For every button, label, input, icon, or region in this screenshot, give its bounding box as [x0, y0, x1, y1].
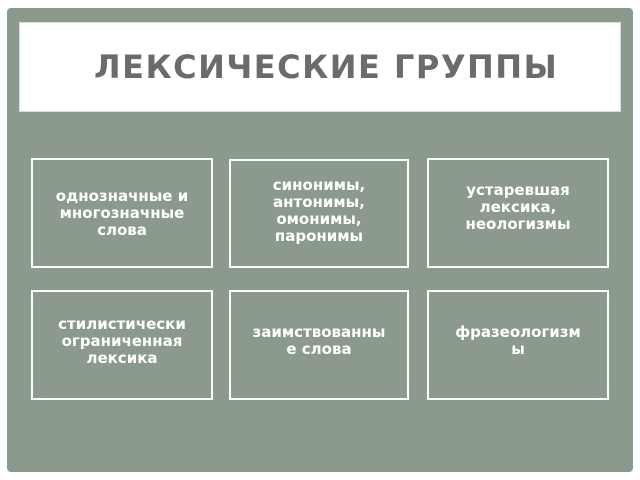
group-box-borrowed-words [229, 290, 409, 400]
group-box-label: однозначные и многозначные слова [55, 186, 189, 239]
group-box-label: заимствованны е слова [252, 323, 386, 358]
group-box-stylistically-limited [31, 290, 213, 400]
title-bar [19, 22, 621, 112]
group-box-archaisms-neologisms [427, 158, 609, 268]
group-box-label: устаревшая лексика, неологизмы [465, 181, 571, 233]
group-box-label: стилистически ограниченная лексика [58, 315, 186, 367]
group-box-phraseologisms [427, 290, 609, 400]
group-box-monosemous-polysemous [31, 158, 213, 268]
slide [7, 8, 633, 472]
group-box-label: фразеологизм ы [455, 323, 581, 358]
slide-title: ЛЕКСИЧЕСКИЕ ГРУППЫ [94, 48, 559, 86]
group-box-label: синонимы, антонимы, омонимы, паронимы [272, 176, 366, 245]
group-box-synonyms [229, 159, 409, 268]
